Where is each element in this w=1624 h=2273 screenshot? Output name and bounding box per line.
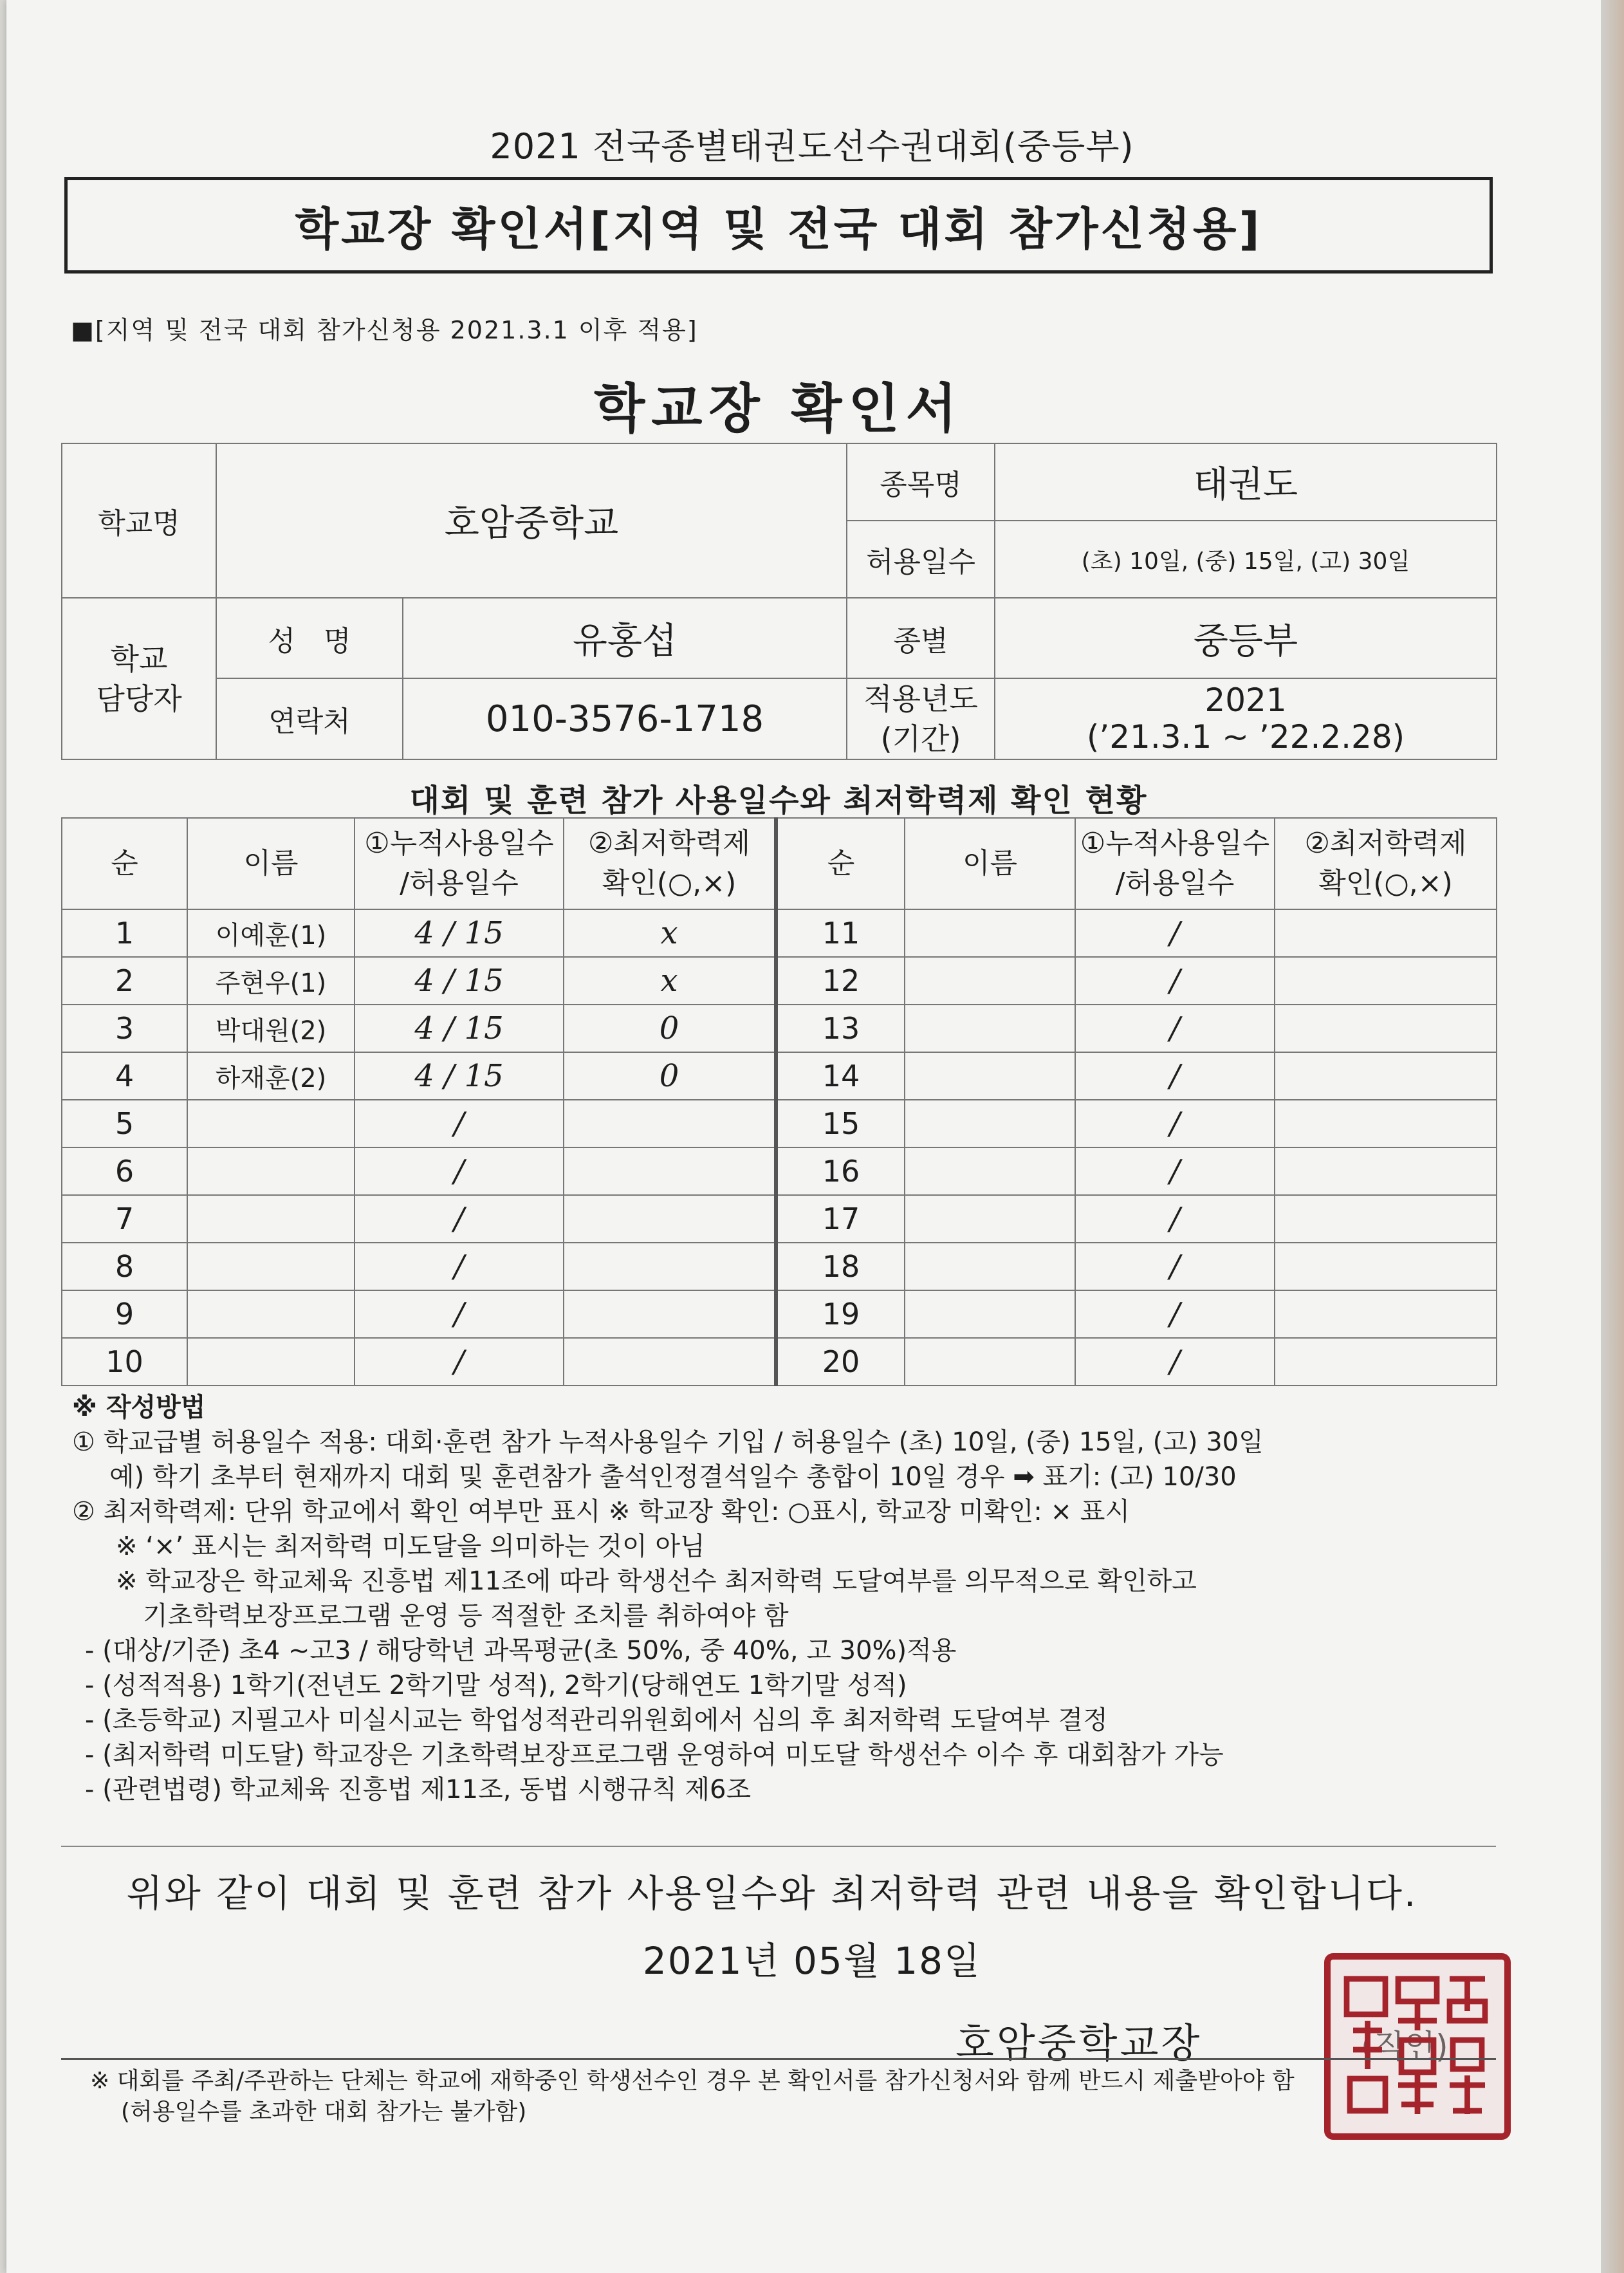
footer-line: (허용일수를 초과한 대회 참가는 불가함)	[121, 2099, 527, 2125]
instructions-title: ※ 작성방법	[72, 1393, 206, 1422]
contact-value: 010-3576-1718	[403, 678, 847, 759]
divider	[61, 1846, 1496, 1847]
row-number: 12	[776, 957, 905, 1005]
table-row	[62, 1243, 1497, 1290]
table-body	[62, 909, 1497, 1386]
used-days: /	[1075, 1290, 1275, 1338]
year-value: 2021 (’21.3.1 ~ ’22.2.28)	[995, 678, 1497, 759]
row-number: 9	[62, 1290, 187, 1338]
min-academic-check	[1275, 909, 1497, 957]
year-label: 적용년도 (기간)	[847, 678, 995, 759]
row-number: 10	[62, 1338, 187, 1386]
main-title: 학교장 확인서	[594, 378, 963, 440]
student-name	[905, 1100, 1075, 1147]
min-academic-check	[1275, 1243, 1497, 1290]
student-name	[187, 1147, 355, 1195]
event-title: 2021 전국종별태권도선수권대회(중등부)	[490, 126, 1134, 167]
used-days: /	[1075, 1100, 1275, 1147]
instruction-line: ② 최저학력제: 단위 학교에서 확인 여부만 표시 ※ 학교장 확인: ○표시, 학교장 미확인: × 표시	[72, 1497, 1130, 1526]
student-status-table	[61, 817, 1497, 1386]
student-name	[905, 1052, 1075, 1100]
staff-label: 학교 담당자	[62, 598, 216, 759]
used-days: /	[1075, 1147, 1275, 1195]
header-days-right: ①누적사용일수 /허용일수	[1075, 818, 1275, 909]
student-name: 이예훈(1)	[187, 909, 355, 957]
table-row	[62, 957, 1497, 1005]
student-name	[187, 1338, 355, 1386]
school-name-label: 학교명	[62, 443, 216, 598]
instruction-line: ※ 학교장은 학교체육 진흥법 제11조에 따라 학생선수 최저학력 도달여부를 의무적으로 확인하고	[116, 1566, 1197, 1596]
min-academic-check	[1275, 1100, 1497, 1147]
min-academic-check	[564, 1195, 776, 1243]
table-row	[62, 1195, 1497, 1243]
student-name	[187, 1290, 355, 1338]
instruction-line: - (성적적용) 1학기(전년도 2학기말 성적), 2학기(당해연도 1학기말 성적)	[85, 1671, 907, 1700]
row-number: 8	[62, 1243, 187, 1290]
table-row	[62, 1005, 1497, 1052]
min-academic-check	[1275, 1338, 1497, 1386]
seal-placeholder: (직인)	[1361, 2028, 1448, 2065]
min-academic-check	[1275, 1195, 1497, 1243]
used-days: /	[355, 1100, 564, 1147]
instruction-line: 기초학력보장프로그램 운영 등 적절한 조치를 취하여야 함	[143, 1601, 789, 1631]
row-number: 3	[62, 1005, 187, 1052]
boxed-form-title: 학교장 확인서[지역 및 전국 대회 참가신청용]	[64, 177, 1493, 274]
min-academic-check	[564, 1243, 776, 1290]
used-days: /	[1075, 1195, 1275, 1243]
student-name	[905, 909, 1075, 957]
header-check: ②최저학력제 확인(○,×)	[564, 818, 776, 909]
table-row	[62, 909, 1497, 957]
row-number: 6	[62, 1147, 187, 1195]
min-academic-check	[564, 1338, 776, 1386]
instruction-line: - (초등학교) 지필고사 미실시교는 학업성적관리위원회에서 심의 후 최저학력 도달여부 결정	[85, 1705, 1108, 1735]
division-value: 중등부	[995, 598, 1497, 678]
row-number: 11	[776, 909, 905, 957]
used-days: 4 / 15	[355, 1052, 564, 1100]
allowed-days-value: (초) 10일, (중) 15일, (고) 30일	[995, 521, 1497, 598]
min-academic-check	[564, 1147, 776, 1195]
header-name: 이름	[187, 818, 355, 909]
used-days: 4 / 15	[355, 957, 564, 1005]
used-days: /	[355, 1147, 564, 1195]
row-number: 14	[776, 1052, 905, 1100]
student-name: 하재훈(2)	[187, 1052, 355, 1100]
row-number: 20	[776, 1338, 905, 1386]
student-name	[187, 1195, 355, 1243]
instruction-line: ※ ‘×’ 표시는 최저학력 미도달을 의미하는 것이 아님	[116, 1532, 705, 1561]
student-name	[905, 1290, 1075, 1338]
min-academic-check	[564, 1100, 776, 1147]
used-days: 4 / 15	[355, 909, 564, 957]
used-days: /	[355, 1243, 564, 1290]
header-no-right: 순	[776, 818, 905, 909]
used-days: /	[1075, 1243, 1275, 1290]
row-number: 16	[776, 1147, 905, 1195]
used-days: /	[1075, 1338, 1275, 1386]
min-academic-check	[1275, 1005, 1497, 1052]
row-number: 19	[776, 1290, 905, 1338]
min-academic-check: x	[564, 957, 776, 1005]
divider	[61, 2058, 1496, 2060]
instruction-line: 예) 학기 초부터 현재까지 대회 및 훈련참가 출석인정결석일수 총합이 10일 경우 ➡ 표기: (고) 10/30	[109, 1462, 1237, 1492]
student-name	[187, 1243, 355, 1290]
staff-name-label: 성 명	[216, 598, 403, 678]
confirmation-date: 2021년 05월 18일	[642, 1939, 982, 1983]
student-name	[905, 1195, 1075, 1243]
used-days: /	[1075, 1052, 1275, 1100]
writing-instructions	[72, 1390, 1526, 1807]
footer-notes	[90, 2066, 1506, 2128]
min-academic-check: x	[564, 909, 776, 957]
min-academic-check: 0	[564, 1005, 776, 1052]
table-row	[62, 1052, 1497, 1100]
footer-line: ※ 대회를 주최/주관하는 단체는 학교에 재학중인 학생선수인 경우 본 확인서를 참가신청서와 함께 반드시 제출받아야 함	[90, 2068, 1295, 2094]
school-name-value: 호암중학교	[216, 443, 847, 598]
row-number: 4	[62, 1052, 187, 1100]
school-info-table	[61, 443, 1497, 760]
student-name	[905, 957, 1075, 1005]
principal-signature-line: 호암중학교장	[955, 2019, 1203, 2066]
allowed-days-label: 허용일수	[847, 521, 995, 598]
table-row	[62, 1147, 1497, 1195]
header-no: 순	[62, 818, 187, 909]
status-section-title: 대회 및 훈련 참가 사용일수와 최저학력제 확인 현황	[409, 783, 1148, 819]
header-check-right: ②최저학력제 확인(○,×)	[1275, 818, 1497, 909]
used-days: /	[1075, 1005, 1275, 1052]
min-academic-check	[1275, 1052, 1497, 1100]
min-academic-check	[1275, 957, 1497, 1005]
student-name	[187, 1100, 355, 1147]
row-number: 18	[776, 1243, 905, 1290]
division-label: 종별	[847, 598, 995, 678]
student-name	[905, 1005, 1075, 1052]
student-name	[905, 1338, 1075, 1386]
student-name	[905, 1147, 1075, 1195]
header-days: ①누적사용일수 /허용일수	[355, 818, 564, 909]
staff-name-value: 유홍섭	[403, 598, 847, 678]
confirmation-statement: 위와 같이 대회 및 훈련 참가 사용일수와 최저학력 관련 내용을 확인합니다.	[126, 1871, 1418, 1915]
row-number: 15	[776, 1100, 905, 1147]
row-number: 13	[776, 1005, 905, 1052]
table-row	[62, 1290, 1497, 1338]
row-number: 2	[62, 957, 187, 1005]
header-name-right: 이름	[905, 818, 1075, 909]
min-academic-check	[1275, 1290, 1497, 1338]
student-name: 주현우(1)	[187, 957, 355, 1005]
applies-note: ■[지역 및 전국 대회 참가신청용 2021.3.1 이후 적용]	[71, 316, 698, 344]
sport-value: 태권도	[995, 443, 1497, 521]
row-number: 7	[62, 1195, 187, 1243]
used-days: /	[355, 1290, 564, 1338]
instruction-line: - (관련법령) 학교체육 진흥법 제11조, 동법 시행규칙 제6조	[85, 1775, 752, 1804]
min-academic-check	[1275, 1147, 1497, 1195]
instruction-line: - (최저학력 미도달) 학교장은 기초학력보장프로그램 운영하여 미도달 학생선수 이수 후 대회참가 가능	[85, 1740, 1224, 1770]
table-row	[62, 1338, 1497, 1386]
sport-label: 종목명	[847, 443, 995, 521]
min-academic-check	[564, 1290, 776, 1338]
student-name: 박대원(2)	[187, 1005, 355, 1052]
row-number: 5	[62, 1100, 187, 1147]
used-days: /	[355, 1195, 564, 1243]
used-days: 4 / 15	[355, 1005, 564, 1052]
instruction-line: - (대상/기준) 초4 ~고3 / 해당학년 과목평균(초 50%, 중 40%, 고 30%)적용	[85, 1636, 957, 1665]
min-academic-check: 0	[564, 1052, 776, 1100]
used-days: /	[355, 1338, 564, 1386]
contact-label: 연락처	[216, 678, 403, 759]
row-number: 1	[62, 909, 187, 957]
used-days: /	[1075, 957, 1275, 1005]
table-row	[62, 1100, 1497, 1147]
table-header-row	[62, 818, 1497, 909]
student-name	[905, 1243, 1075, 1290]
instruction-line: ① 학교급별 허용일수 적용: 대회·훈련 참가 누적사용일수 기입 / 허용일수 (초) 10일, (중) 15일, (고) 30일	[72, 1427, 1264, 1457]
row-number: 17	[776, 1195, 905, 1243]
used-days: /	[1075, 909, 1275, 957]
